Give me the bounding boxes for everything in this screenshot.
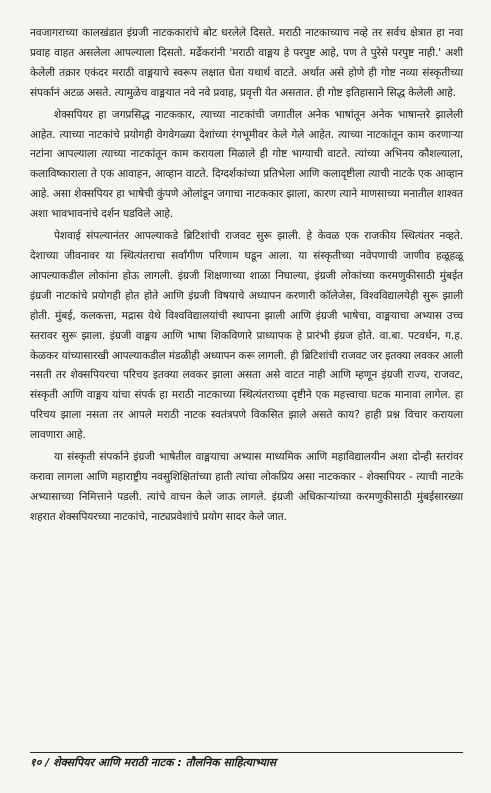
paragraph-3: पेशवाई संपल्यानंतर आपल्याकडे ब्रिटिशांची राजवट सुरू झाली. हे केवळ एक राजकीय स्थित्यंतर नव्हते. देशाच्या जीवनावर या स्थित्यंतराचा सर्वांगीण परिणाम घडून आला. या संस्कृतीच्या नवेपणाची जाणीव हळूहळू आपल्याकडील लोकांना होऊ लागली. इंग्रजी शिक्षणाच्या शाळा निघाल्या, इंग्रजी लोकांच्या करमणुकीसाठी मुंबईत इंग्रजी नाटकांचे प्रयोगही होत होते आणि इंग्रजी विषयाचे अध्यापन करणारी कॉलेजेस, विश्वविद्यालयेही सुरू झाली होती. मुंबई, कलकत्ता, मद्रास येथे विश्वविद्यालयांची स्थापना झाली आणि इंग्रजी भाषेचा, वाङ्मयाचा अभ्यास उच्च स्तरावर सुरू झाला. इंग्रजी वाङ्मय आणि भाषा शिकविणारे प्राध्यापक हे प्रारंभी इंग्रज होते. वा.बा. पटवर्धन, ग.ह. केळकर यांच्यासारखी आपल्याकडील मंडळीही अध्यापन करू लागली. ही ब्रिटिशांची राजवट जर इतक्या लवकर आली नसती तर शेक्सपियरचा परिचय इतक्या लवकर झाला असता असे वाटत नाही आणि म्हणून इंग्रजी राज्य, राजवट, संस्कृती आणि वाङ्मय यांचा संपर्क हा मराठी नाटकाच्या स्थित्यंतराच्या दृष्टीने एक महत्त्वाचा घटक मानावा लागेल. हा परिचय झाला नसता तर आपले मराठी नाटक स्वतंत्रपणे विकसित झाले असते काय? हाही प्रश्न विचार करायला लावणारा आहे. bbox=[30, 230, 463, 442]
page-number: १० bbox=[30, 756, 42, 769]
paragraph-1: नवजागराच्या कालखंडात इंग्रजी नाटककारांचे बोट धरलेले दिसते. मराठी नाटकाच्याच नव्हे तर सर्वच क्षेत्रात हा नवा प्रवाह वाहत असलेला आपल्याला दिसतो. मर्ढेकरांनी 'मराठी वाङ्मय हे परपुष्ट आहे, पण ते पुरेसे परपुष्ट नाही.' अशी केलेली तक्रार एकंदर मराठी वाङ्मयाचे स्वरूप लक्षात घेता यथार्थ वाटते. अर्थात असे होणे ही गोष्ट नव्या संस्कृतीच्या संपर्कानं अटळ असते. त्यामुळेच वाङ्मयात नवे नवे प्रवाह, प्रवृत्ती येत असतात. ही गोष्ट इतिहासाने सिद्ध केलेली आहे. bbox=[30, 27, 463, 99]
running-title: शेक्सपियर आणि मराठी नाटक : तौलनिक साहित्याभ्यास bbox=[53, 756, 277, 769]
page-footer bbox=[30, 752, 463, 770]
paragraph-2: शेक्सपियर हा जगप्रसिद्ध नाटककार, त्याच्या नाटकांची जगातील अनेक भाषांतून अनेक भाषान्तरे झालेली आहेत. त्याच्या नाटकांचे प्रयोगही वेगवेगळ्या देशांच्या रंगभूमीवर केले गेले आहेत. त्याच्या नाटकांतून काम करणाऱ्या नटांना आपल्याला त्याच्या नाटकांतून काम करायला मिळाले ही गोष्ट भाग्याची वाटते. त्यांच्या अभिनय कौशल्याला, कलाविष्काराला ते एक आवाहन, आव्हान वाटते. दिग्दर्शकांच्या प्रतिभेला आणि कलादृष्टीला त्याची नाटके एक आव्हान आहे. असा शेक्सपियर हा भाषेची कुंपणे ओलांडून जगाचा नाटककार झाला, कारण त्याने माणसाच्या मनातील शाश्वत अशा भावभावनांचे दर्शन घडविले आहे. bbox=[30, 108, 463, 221]
paragraph-4: या संस्कृती संपर्काने इंग्रजी भाषेतील वाङ्मयाचा अभ्यास माध्यमिक आणि महाविद्यालयीन अशा दोन्ही स्तरांवर करावा लागला आणि महाराष्ट्रीय नवसुशिक्षितांच्या हाती त्यांचा लोकप्रिय असा नाटककार - शेक्सपियर - त्याची नाटके अभ्यासाच्या निमित्ताने पडली. त्यांचे वाचन केले जाऊ लागले. इंग्रजी अधिकाऱ्यांच्या करमणुकीसाठी मुंबईसारख्या शहरात शेक्सपियरच्या नाटकांचे, नाट्यप्रवेशांचे प्रयोग सादर केले जात. bbox=[30, 451, 463, 523]
footer-separator: / bbox=[41, 756, 54, 769]
